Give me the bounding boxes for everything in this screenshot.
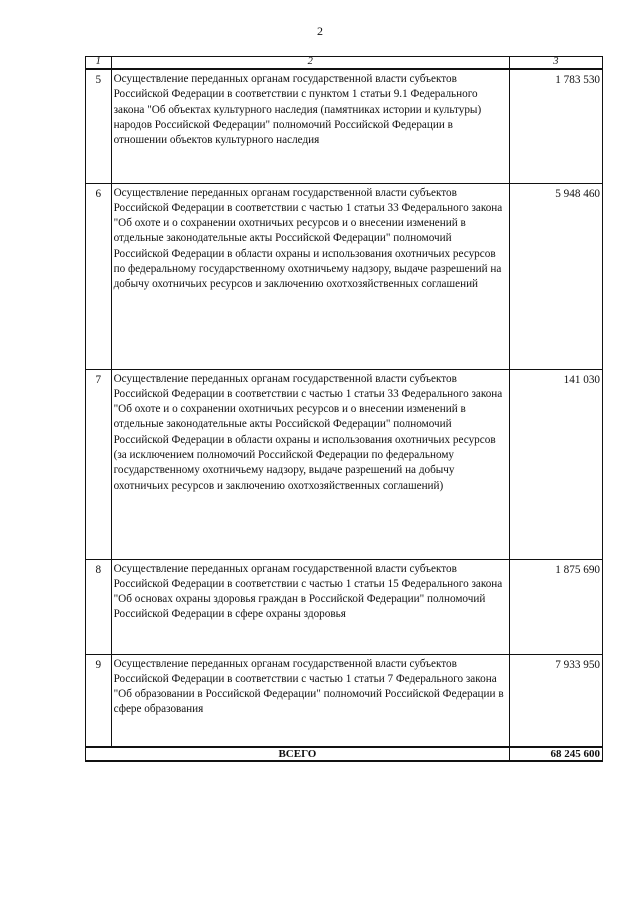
row-number: 6 [95, 187, 102, 200]
row-amount: 1 783 530 [555, 74, 600, 86]
column-number-3: 3 [509, 57, 602, 70]
table-row [86, 69, 603, 183]
row-description: Осуществление переданных органам государственной власти субъектов Российской Федерации в соответствии с частью 1 статьи 33 Федерального закона "Об охоте и о сохранении охотничьих ресурсов и о внесении изменений в отдельные законодательные акты Российской Федерации" полномочий Российской Федерации в области охраны и использования охотничьих ресурсов (за исключением полномочий Российской Федерации по федеральному государственному охотничьему надзору, выдаче разрешений на добычу охотничьих ресурсов и заключению охотхозяйственных соглашений) [113, 372, 503, 492]
row-number: 5 [95, 74, 102, 86]
allocation-table [85, 56, 603, 762]
row-description: Осуществление переданных органам государственной власти субъектов Российской Федерации в соответствии с пунктом 1 статьи 9.1 Федерального закона "Об объектах культурного наследия (памятниках истории и культуры) народов Российской Федерации" полномочий Российской Федерации в отношении объектов культурного наследия [113, 73, 482, 147]
row-description: Осуществление переданных органам государственной власти субъектов Российской Федерации в соответствии с частью 1 статьи 7 Федерального закона "Об образовании в Российской Федерации" полномочий Российской Федерации в сфере образования [113, 657, 504, 716]
total-row [86, 747, 603, 761]
table-row [86, 559, 603, 654]
row-amount: 1 875 690 [555, 563, 600, 576]
row-number: 8 [95, 563, 102, 576]
row-number: 9 [95, 658, 102, 671]
row-amount: 7 933 950 [555, 658, 600, 671]
table-row [86, 369, 603, 559]
row-amount: 5 948 460 [555, 187, 600, 200]
column-number-1: 1 [86, 57, 112, 70]
table-header-row [86, 57, 603, 70]
row-number: 7 [95, 373, 102, 386]
total-label: ВСЕГО [86, 747, 510, 761]
table-row [86, 654, 603, 747]
total-amount: 68 245 600 [509, 747, 602, 761]
row-amount: 141 030 [563, 373, 600, 386]
column-number-2: 2 [111, 57, 509, 70]
row-description: Осуществление переданных органам государственной власти субъектов Российской Федерации в соответствии с частью 1 статьи 15 Федерального закона "Об основах охраны здоровья граждан в Российской Федерации" полномочий Российской Федерации в сфере охраны здоровья [113, 562, 503, 621]
table-row [86, 183, 603, 369]
page-number: 2 [317, 24, 323, 38]
row-description: Осуществление переданных органам государственной власти субъектов Российской Федерации в соответствии с частью 1 статьи 33 Федерального закона "Об охоте и о сохранении охотничьих ресурсов и о внесении изменений в отдельные законодательные акты Российской Федерации" полномочий Российской Федерации в области охраны и использования охотничьих ресурсов по федеральному государственному охотничьему надзору, выдаче разрешений на добычу охотничьих ресурсов и заключению охотхозяйственных соглашений [113, 186, 503, 291]
